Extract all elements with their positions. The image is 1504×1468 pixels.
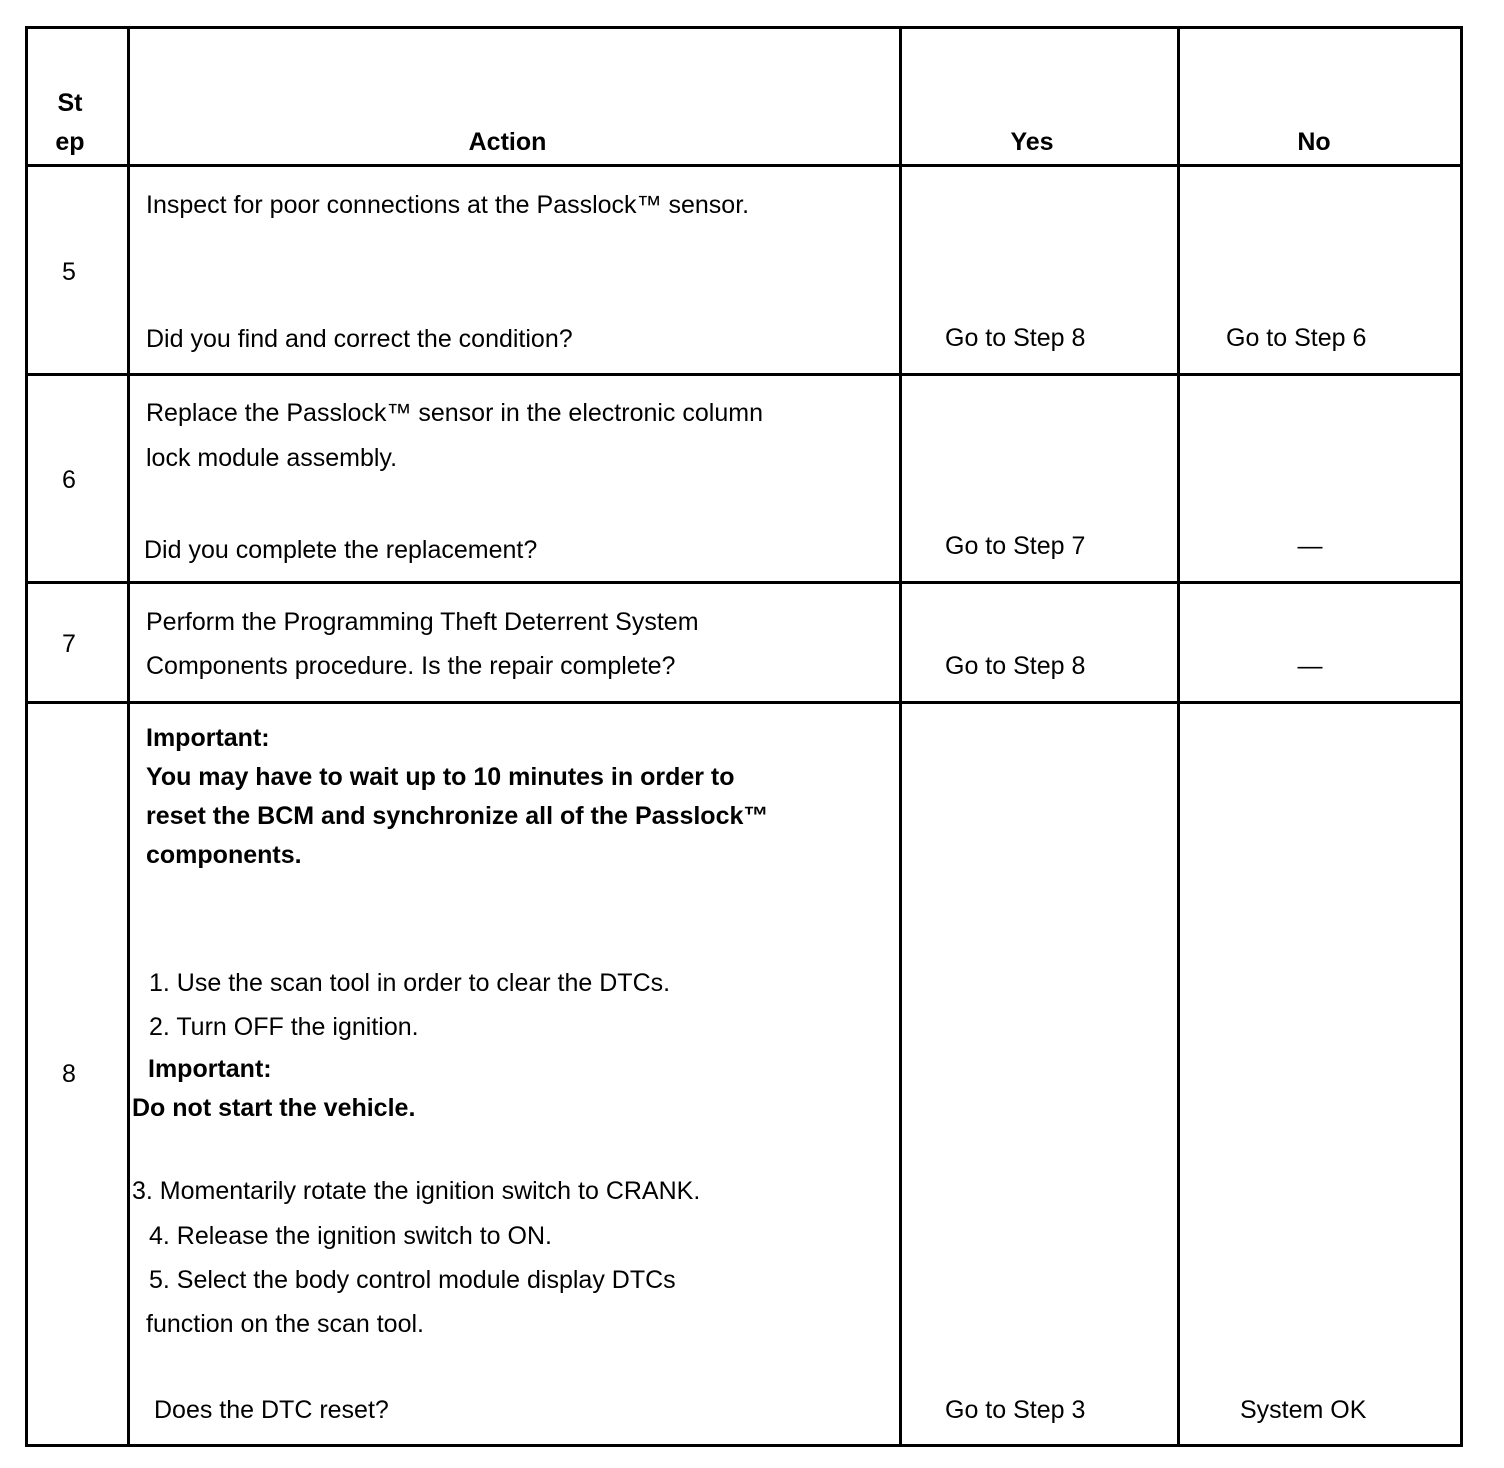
- row8-note-line1: You may have to wait up to 10 minutes in order to: [146, 763, 735, 791]
- yes-no-divider: [1177, 26, 1180, 1447]
- row5-no: Go to Step 6: [1226, 324, 1367, 352]
- header-no: No: [1297, 128, 1331, 156]
- row8-step: 8: [62, 1060, 76, 1088]
- row5-question: Did you find and correct the condition?: [146, 325, 573, 353]
- row8-question: Does the DTC reset?: [154, 1396, 389, 1424]
- row8-note-line3: components.: [146, 841, 302, 869]
- header-step-1: St: [57, 89, 83, 117]
- row8-yes: Go to Step 3: [945, 1396, 1086, 1424]
- row8-note-line2: reset the BCM and synchronize all of the Passlock™: [146, 802, 769, 830]
- row8-important-label-1: Important:: [146, 724, 270, 752]
- row7-yes: Go to Step 8: [945, 652, 1086, 680]
- row7-action-line1: Perform the Programming Theft Deterrent System: [146, 608, 699, 636]
- row8-list-item-5: 5. Select the body control module display DTCs: [149, 1266, 676, 1294]
- table-right-border: [1460, 26, 1463, 1447]
- row8-important-label-2: Important:: [148, 1055, 272, 1083]
- header-action: Action: [468, 128, 547, 156]
- row8-warning: Do not start the vehicle.: [132, 1094, 416, 1122]
- table-left-border: [25, 26, 28, 1447]
- row8-list-item-1: 1. Use the scan tool in order to clear the DTCs.: [149, 969, 671, 997]
- row6-question: Did you complete the replacement?: [144, 536, 538, 564]
- header-divider: [25, 164, 1463, 167]
- table-top-border: [25, 26, 1463, 29]
- row8-list-item-4: 4. Release the ignition switch to ON.: [149, 1222, 552, 1250]
- row6-action-line1: Replace the Passlock™ sensor in the electronic column: [146, 399, 763, 427]
- row6-no: —: [1297, 532, 1323, 560]
- row8-list-item-2: 2. Turn OFF the ignition.: [149, 1013, 419, 1041]
- row7-no: —: [1297, 652, 1323, 680]
- row7-divider: [25, 701, 1463, 704]
- header-yes: Yes: [1010, 128, 1054, 156]
- row6-divider: [25, 581, 1463, 584]
- row7-action-line2: Components procedure. Is the repair complete?: [146, 652, 676, 680]
- row8-no: System OK: [1240, 1396, 1367, 1424]
- action-yes-divider: [899, 26, 902, 1447]
- row6-action-line2: lock module assembly.: [146, 444, 398, 472]
- table-bottom-border: [25, 1444, 1463, 1447]
- step-action-divider: [127, 26, 130, 1447]
- row5-divider: [25, 373, 1463, 376]
- row5-action-line1: Inspect for poor connections at the Passlock™ sensor.: [146, 191, 750, 219]
- row7-step: 7: [62, 630, 76, 658]
- header-step-2: ep: [55, 128, 85, 156]
- row5-step: 5: [62, 258, 76, 286]
- row5-yes: Go to Step 8: [945, 324, 1086, 352]
- row8-list-item-5-cont: function on the scan tool.: [146, 1310, 424, 1338]
- row8-list-item-3: 3. Momentarily rotate the ignition switch to CRANK.: [132, 1177, 701, 1205]
- row6-yes: Go to Step 7: [945, 532, 1086, 560]
- row6-step: 6: [62, 466, 76, 494]
